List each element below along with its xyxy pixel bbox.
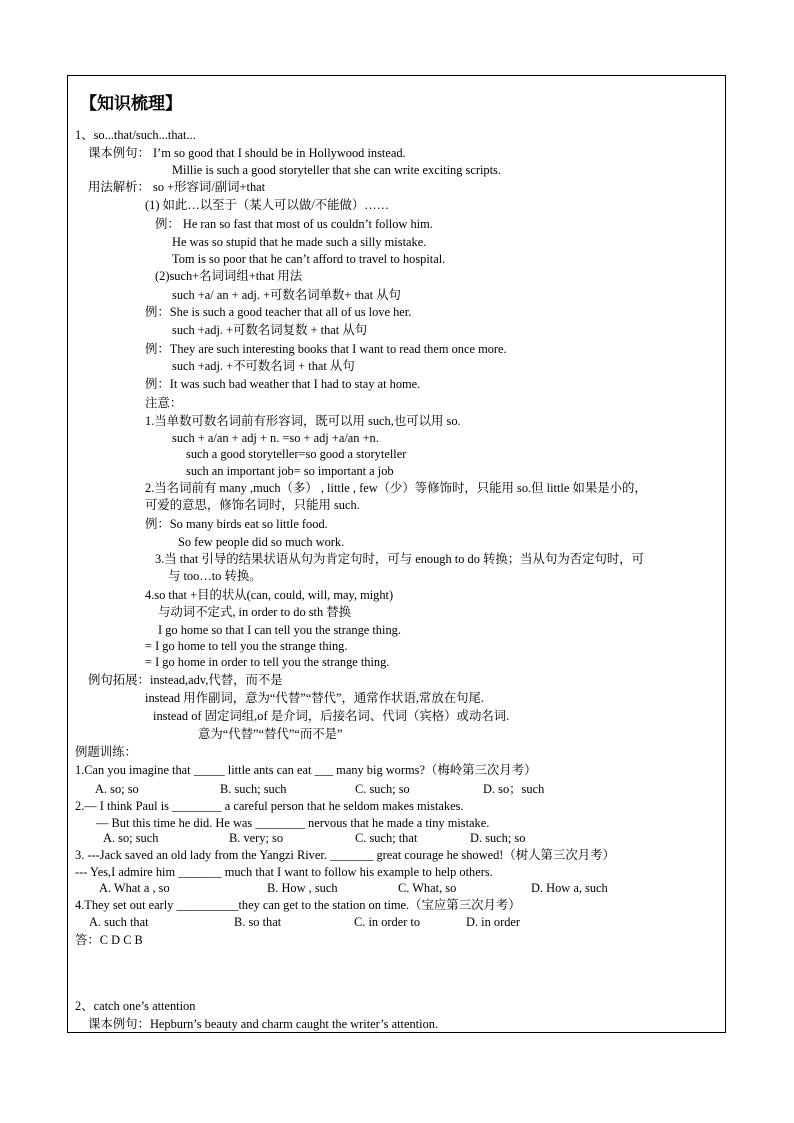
section-title: 【知识梳理】 (80, 94, 182, 114)
q2-option-b: B. very; so (229, 831, 284, 845)
note-line: 3.当 that 引导的结果状语从句为肯定句时，可与 enough to do 转换；当从句为否定句时，可 (155, 552, 645, 566)
exercise-heading: 例题训练： (75, 745, 137, 759)
answer-key: 答：C D C B (75, 933, 143, 947)
example-line: = I go home to tell you the strange thing. (145, 639, 348, 653)
question-1: 1.Can you imagine that _____ little ants can eat ___ many big worms?（梅岭第三次月考） (75, 763, 537, 777)
q1-option-c: C. such; so (355, 782, 410, 796)
q4-option-b: B. so that (234, 915, 282, 929)
formula-line: such +a/ an + adj. +可数名词单数+ that 从句 (172, 288, 401, 302)
note-line: 1.当单数可数名词前有形容词，既可以用 such,也可以用 so. (145, 414, 461, 428)
example-line: So few people did so much work. (178, 535, 345, 549)
question-4: 4.They set out early __________they can get to the station on time.（宝应第三次月考） (75, 898, 521, 912)
note-line: 可爱的意思，修饰名词时，只能用 such. (145, 498, 360, 512)
extension-line: 意为“代替”“替代”“而不是” (198, 727, 343, 741)
q2-option-c: C. such; that (355, 831, 418, 845)
usage-point-1: (1) 如此…以至于（某人可以做/不能做）…… (145, 198, 390, 212)
q1-option-a: A. so; so (95, 782, 139, 796)
example-line: I go home so that I can tell you the strange thing. (158, 623, 401, 637)
textbook-example: 课本例句： I’m so good that I should be in Hollywood instead. (88, 146, 406, 160)
question-3: 3. ---Jack saved an old lady from the Yangzi River. _______ great courage he showed!（树人第三次月考） (75, 848, 615, 862)
question-2: 2.— I think Paul is ________ a careful person that he seldom makes mistakes. (75, 799, 464, 813)
formula-line: such +adj. +不可数名词 + that 从句 (172, 359, 355, 373)
q3-option-d: D. How a, such (531, 881, 608, 895)
usage-point-2: (2)such+名词词组+that 用法 (155, 269, 303, 283)
note-line: 与 too…to 转换。 (168, 569, 262, 583)
q4-option-c: C. in order to (354, 915, 421, 929)
question-2-line-2: — But this time he did. He was ________ nervous that he made a tiny mistake. (96, 816, 490, 830)
example-line: Tom is so poor that he can’t afford to travel to hospital. (172, 252, 446, 266)
example-line: 例：She is such a good teacher that all of us love her. (145, 305, 412, 319)
q3-option-a: A. What a , so (99, 881, 170, 895)
q2-option-a: A. so; such (103, 831, 159, 845)
formula-line: such a good storyteller=so good a storyteller (186, 447, 407, 461)
example-line: 例：It was such bad weather that I had to stay at home. (145, 377, 421, 391)
q4-option-d: D. in order (466, 915, 521, 929)
q4-option-a: A. such that (89, 915, 149, 929)
q2-option-d: D. such; so (470, 831, 526, 845)
heading-so-that: 1、so...that/such...that... (75, 128, 196, 142)
q3-option-c: C. What, so (398, 881, 457, 895)
example-line: 例： He ran so fast that most of us couldn’t follow him. (155, 217, 433, 231)
extension-line: instead of 固定词组,of 是介词，后接名词、代词（宾格）或动名词. (153, 709, 510, 723)
formula-line: such + a/an + adj + n. =so + adj +a/an +n. (172, 431, 379, 445)
note-line: 与动词不定式, in order to do sth 替换 (158, 605, 352, 619)
example-line: = I go home in order to tell you the strange thing. (145, 655, 390, 669)
formula-line: such an important job= so important a job (186, 464, 394, 478)
textbook-example-attention: 课本例句：Hepburn’s beauty and charm caught the writer’s attention. (88, 1017, 439, 1031)
example-line: He was so stupid that he made such a silly mistake. (172, 235, 427, 249)
example-line: 例：So many birds eat so little food. (145, 517, 328, 531)
question-3-line-2: --- Yes,I admire him _______ much that I want to follow his example to help others. (75, 865, 493, 879)
q1-option-b: B. such; such (220, 782, 287, 796)
usage-analysis: 用法解析： so +形容词/副词+that (88, 180, 266, 194)
note-line: 4.so that +目的状从(can, could, will, may, might) (145, 588, 394, 602)
extension-heading: 例句拓展：instead,adv,代替，而不是 (88, 673, 283, 687)
textbook-example-2: Millie is such a good storyteller that she can write exciting scripts. (172, 163, 501, 177)
extension-line: instead 用作副词，意为“代替”“替代”，通常作状语,常放在句尾. (145, 691, 484, 705)
note-line: 2.当名词前有 many ,much（多） , little , few（少）等修饰时，只能用 so.但 little 如果是小的， (145, 481, 647, 495)
q1-option-d: D. so；such (483, 782, 545, 796)
formula-line: such +adj. +可数名词复数 + that 从句 (172, 323, 368, 337)
note-heading: 注意： (145, 396, 183, 410)
q3-option-b: B. How , such (267, 881, 338, 895)
heading-catch-attention: 2、catch one’s attention (75, 999, 196, 1013)
example-line: 例：They are such interesting books that I want to read them once more. (145, 342, 507, 356)
